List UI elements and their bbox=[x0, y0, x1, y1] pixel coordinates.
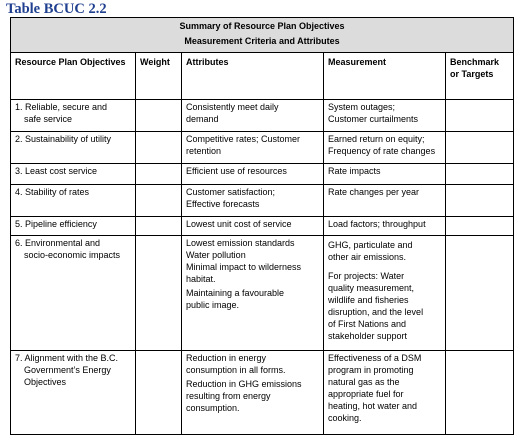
measurement-text: natural gas as the bbox=[328, 377, 400, 387]
attributes-text: demand bbox=[186, 114, 219, 124]
objective-text: socio-economic impacts bbox=[24, 250, 121, 260]
objective-text: 3. Least cost service bbox=[15, 166, 98, 176]
title-line-2: Measurement Criteria and Attributes bbox=[184, 36, 340, 46]
objective-text: safe service bbox=[24, 114, 73, 124]
weight-cell bbox=[136, 217, 182, 236]
attributes-text: Reduction in energy bbox=[186, 353, 267, 363]
header-attributes: Attributes bbox=[182, 53, 324, 100]
measurement-text: Earned return on equity; bbox=[328, 134, 425, 144]
table-title bbox=[11, 18, 514, 53]
measurement-cell bbox=[324, 217, 446, 236]
measurement-text: of First Nations and bbox=[328, 319, 407, 329]
measurement-text: quality measurement, bbox=[328, 283, 415, 293]
measurement-text: System outages; bbox=[328, 102, 396, 112]
weight-cell bbox=[136, 236, 182, 351]
table-row bbox=[11, 236, 514, 351]
measurement-text: heating, hot water and bbox=[328, 401, 418, 411]
attributes-text: Consistently meet daily bbox=[186, 102, 279, 112]
attributes-cell bbox=[182, 236, 324, 351]
attributes-text: Maintaining a favourable bbox=[186, 288, 285, 298]
header-benchmark bbox=[446, 53, 514, 100]
header-benchmark-line-2: or Targets bbox=[450, 69, 494, 79]
measurement-text: Effectiveness of a DSM bbox=[328, 353, 422, 363]
attributes-text: Reduction in GHG emissions bbox=[186, 379, 302, 389]
header-benchmark-line-1: Benchmark bbox=[450, 57, 500, 67]
objective-text: Objectives bbox=[24, 377, 67, 387]
objectives-table bbox=[10, 17, 514, 435]
weight-cell bbox=[136, 100, 182, 132]
attributes-text: Minimal impact to wilderness bbox=[186, 262, 302, 272]
benchmark-cell bbox=[446, 164, 514, 185]
objective-cell bbox=[11, 185, 136, 217]
header-weight: Weight bbox=[136, 53, 182, 100]
table-row bbox=[11, 217, 514, 236]
attributes-text: retention bbox=[186, 146, 222, 156]
measurement-text: disruption, and the level bbox=[328, 307, 424, 317]
header-objectives: Resource Plan Objectives bbox=[11, 53, 136, 100]
weight-cell bbox=[136, 351, 182, 435]
attributes-cell bbox=[182, 351, 324, 435]
measurement-cell bbox=[324, 164, 446, 185]
objective-cell bbox=[11, 351, 136, 435]
attributes-cell bbox=[182, 132, 324, 164]
attributes-text: Lowest unit cost of service bbox=[186, 219, 292, 229]
attributes-cell bbox=[182, 217, 324, 236]
measurement-text: For projects: Water bbox=[328, 271, 405, 281]
attributes-cell bbox=[182, 164, 324, 185]
table-label: Table BCUC 2.2 bbox=[6, 1, 107, 17]
benchmark-cell bbox=[446, 132, 514, 164]
benchmark-cell bbox=[446, 217, 514, 236]
benchmark-cell bbox=[446, 185, 514, 217]
attributes-text: Water pollution bbox=[186, 250, 246, 260]
table-row bbox=[11, 164, 514, 185]
objective-cell bbox=[11, 132, 136, 164]
measurement-text: appropriate fuel for bbox=[328, 389, 404, 399]
objective-text: 6. Environmental and bbox=[15, 238, 101, 248]
measurement-text: GHG, particulate and bbox=[328, 240, 413, 250]
header-measurement: Measurement bbox=[324, 53, 446, 100]
measurement-text: Load factors; throughput bbox=[328, 219, 426, 229]
attributes-text: consumption in all forms. bbox=[186, 365, 286, 375]
weight-cell bbox=[136, 132, 182, 164]
attributes-text: Effective forecasts bbox=[186, 199, 260, 209]
measurement-cell bbox=[324, 185, 446, 217]
measurement-cell bbox=[324, 236, 446, 351]
measurement-text: Customer curtailments bbox=[328, 114, 419, 124]
measurement-cell bbox=[324, 100, 446, 132]
benchmark-cell bbox=[446, 100, 514, 132]
objective-text: Government’s Energy bbox=[24, 365, 111, 375]
objective-cell bbox=[11, 236, 136, 351]
attributes-text: Efficient use of resources bbox=[186, 166, 287, 176]
objective-cell bbox=[11, 164, 136, 185]
measurement-text: Frequency of rate changes bbox=[328, 146, 436, 156]
measurement-text: Rate changes per year bbox=[328, 187, 420, 197]
objective-cell bbox=[11, 100, 136, 132]
objective-cell bbox=[11, 217, 136, 236]
table-row bbox=[11, 351, 514, 435]
attributes-text: Competitive rates; Customer bbox=[186, 134, 301, 144]
header-row bbox=[11, 53, 514, 100]
attributes-text: consumption. bbox=[186, 403, 240, 413]
attributes-text: public image. bbox=[186, 300, 240, 310]
weight-cell bbox=[136, 185, 182, 217]
objective-text: 7. Alignment with the B.C. bbox=[15, 353, 119, 363]
measurement-text: Rate impacts bbox=[328, 166, 381, 176]
measurement-text: program in promoting bbox=[328, 365, 414, 375]
benchmark-cell bbox=[446, 351, 514, 435]
table-row bbox=[11, 132, 514, 164]
objective-text: 4. Stability of rates bbox=[15, 187, 90, 197]
attributes-cell bbox=[182, 185, 324, 217]
attributes-text: habitat. bbox=[186, 274, 216, 284]
measurement-cell bbox=[324, 351, 446, 435]
objective-text: 2. Sustainability of utility bbox=[15, 134, 112, 144]
measurement-text: wildlife and fisheries bbox=[328, 295, 409, 305]
measurement-text: stakeholder support bbox=[328, 331, 408, 341]
title-line-1: Summary of Resource Plan Objectives bbox=[179, 21, 345, 31]
attributes-text: Customer satisfaction; bbox=[186, 187, 276, 197]
objective-text: 1. Reliable, secure and bbox=[15, 102, 108, 112]
attributes-cell bbox=[182, 100, 324, 132]
table-row bbox=[11, 185, 514, 217]
measurement-text: cooking. bbox=[328, 413, 362, 423]
measurement-cell bbox=[324, 132, 446, 164]
measurement-text: other air emissions. bbox=[328, 252, 407, 262]
table-row bbox=[11, 100, 514, 132]
objective-text: 5. Pipeline efficiency bbox=[15, 219, 97, 229]
attributes-text: resulting from energy bbox=[186, 391, 271, 401]
attributes-text: Lowest emission standards bbox=[186, 238, 295, 248]
benchmark-cell bbox=[446, 236, 514, 351]
weight-cell bbox=[136, 164, 182, 185]
